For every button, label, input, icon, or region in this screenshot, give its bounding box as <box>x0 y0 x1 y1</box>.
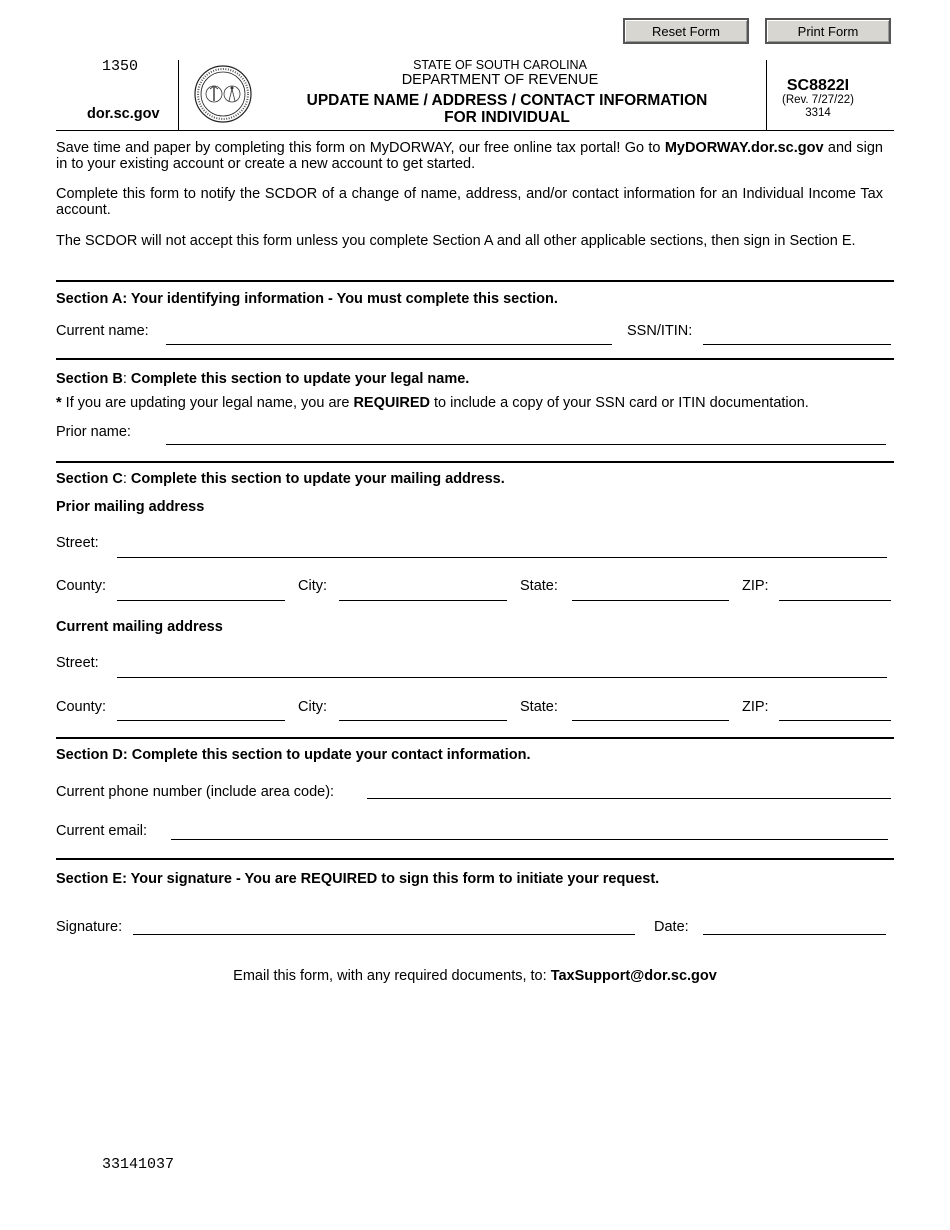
current-city-field[interactable] <box>339 720 507 721</box>
mydorway-link[interactable]: MyDORWAY.dor.sc.gov <box>664 140 824 156</box>
prior-mailing-heading: Prior mailing address <box>56 499 205 515</box>
prior-name-label: Prior name: <box>56 424 131 440</box>
signature-field[interactable] <box>133 934 635 935</box>
current-mailing-heading: Current mailing address <box>56 619 223 635</box>
phone-field[interactable] <box>367 798 891 799</box>
current-street-field[interactable] <box>117 677 887 678</box>
barcode-number: 33141037 <box>102 1156 175 1173</box>
date-label: Date: <box>654 919 689 935</box>
prior-city-label: City: <box>298 578 327 594</box>
state-seal-icon <box>194 65 252 123</box>
current-state-field[interactable] <box>572 720 729 721</box>
ssn-itin-field[interactable] <box>703 344 891 345</box>
current-state-label: State: <box>520 699 558 715</box>
prior-street-label: Street: <box>56 535 99 551</box>
form-revision: (Rev. 7/27/22) <box>781 94 854 106</box>
prior-city-field[interactable] <box>339 600 507 601</box>
section-b-heading: Section B: Complete this section to update your legal name. <box>56 371 470 387</box>
current-zip-field[interactable] <box>779 720 891 721</box>
form-title-line2: FOR INDIVIDUAL <box>444 109 570 126</box>
state-name: STATE OF SOUTH CAROLINA <box>413 58 587 72</box>
prior-county-field[interactable] <box>117 600 285 601</box>
print-form-button[interactable]: Print Form <box>765 18 891 44</box>
current-county-label: County: <box>56 699 106 715</box>
prior-zip-label: ZIP: <box>742 578 769 594</box>
website: dor.sc.gov <box>87 106 160 122</box>
intro-paragraph-2: Complete this form to notify the SCDOR of a change of name, address, and/or contact information for an Individual Income Tax account. <box>56 186 883 218</box>
prior-name-field[interactable] <box>166 444 886 445</box>
current-city-label: City: <box>298 699 327 715</box>
form-title-line1: UPDATE NAME / ADDRESS / CONTACT INFORMATION <box>306 92 708 109</box>
current-street-label: Street: <box>56 655 99 671</box>
prior-street-field[interactable] <box>117 557 887 558</box>
section-b-note: * If you are updating your legal name, you are REQUIRED to include a copy of your SSN card or ITIN documentation. <box>56 395 809 411</box>
current-zip-label: ZIP: <box>742 699 769 715</box>
current-name-field[interactable] <box>166 344 612 345</box>
form-number: SC8822I <box>786 77 850 94</box>
email-field[interactable] <box>171 839 888 840</box>
email-label: Current email: <box>56 823 148 839</box>
phone-label: Current phone number (include area code): <box>56 784 335 800</box>
ssn-itin-label: SSN/ITIN: <box>627 323 693 339</box>
current-county-field[interactable] <box>117 720 285 721</box>
email-instruction: Email this form, with any required documents, to: TaxSupport@dor.sc.gov <box>233 968 717 984</box>
prior-state-field[interactable] <box>572 600 729 601</box>
current-name-label: Current name: <box>56 323 149 339</box>
section-a-heading: Section A: Your identifying information - You must complete this section. <box>56 291 558 307</box>
intro-paragraph-3: The SCDOR will not accept this form unless you complete Section A and all other applicable sections, then sign in Section E. <box>56 233 856 249</box>
section-c-heading: Section C: Complete this section to update your mailing address. <box>56 471 505 487</box>
prior-zip-field[interactable] <box>779 600 891 601</box>
date-field[interactable] <box>703 934 886 935</box>
prior-state-label: State: <box>520 578 558 594</box>
form-code-top: 1350 <box>102 58 139 75</box>
intro-paragraph-1: Save time and paper by completing this form on MyDORWAY, our free online tax portal! Go to MyDORWAY.dor.sc.gov and sign in to your existing account or create a new account to get started. <box>56 140 883 172</box>
form-id: 3314 <box>805 107 831 119</box>
signature-label: Signature: <box>56 919 123 935</box>
section-e-heading: Section E: Your signature - You are REQUIRED to sign this form to initiate your request. <box>56 871 660 887</box>
prior-county-label: County: <box>56 578 106 594</box>
reset-form-button[interactable]: Reset Form <box>623 18 749 44</box>
support-email-link[interactable]: TaxSupport@dor.sc.gov <box>550 968 717 984</box>
department-name: DEPARTMENT OF REVENUE <box>401 72 599 88</box>
section-d-heading: Section D: Complete this section to update your contact information. <box>56 747 531 763</box>
